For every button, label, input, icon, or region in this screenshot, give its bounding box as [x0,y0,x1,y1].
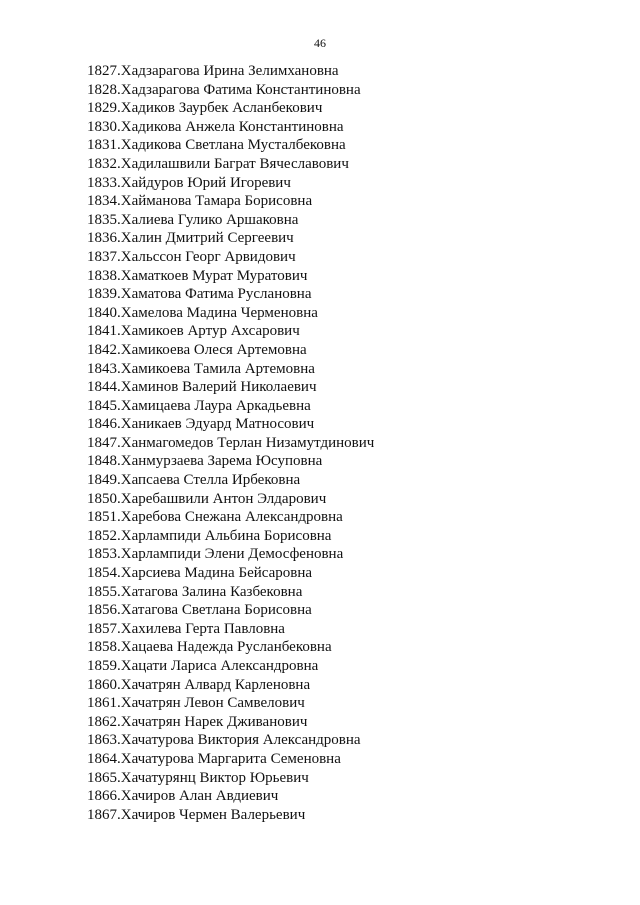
list-item [87,787,374,806]
entry-number: 1843 . [87,360,121,379]
entry-name: Халин Дмитрий Сергеевич [120,230,294,247]
list-item [87,267,374,286]
entry-name: Хамикоева Тамила Артемовна [120,360,315,377]
entry-number: 1864 . [87,750,121,769]
entry-name: Харлампиди Элени Демосфеновна [120,546,344,563]
entry-number: 1842 . [87,341,121,360]
entry-number: 1833 . [87,174,121,193]
entry-name: Хачатурова Маргарита Семеновна [120,750,341,767]
entry-name: Хадилашвили Баграт Вячеславович [120,155,349,172]
entry-number: 1850 . [87,490,121,509]
entry-name: Хацати Лариса Александровна [120,658,319,674]
entry-number: 1827 . [87,62,121,81]
entry-name: Харебова Снежана Александровна [120,509,343,526]
list-item [87,211,374,230]
list-item [87,508,374,527]
list-item [87,81,374,100]
list-item [87,378,374,397]
entry-number: 1855 . [87,583,121,602]
entry-number: 1832 . [87,155,121,174]
list-item [87,806,374,825]
entry-name: Хачиров Алан Авдиевич [120,788,279,805]
list-item [87,118,374,137]
entry-name: Хамикоев Артур Ахсарович [120,323,300,340]
list-item [87,322,374,341]
list-item [87,360,374,379]
entry-name: Ханикаев Эдуард Матносович [120,416,315,433]
list-item [87,434,374,453]
entry-number: 1862 . [87,713,121,732]
entry-name: Хаматкоев Мурат Муратович [120,267,308,284]
entry-name: Хамицаева Лаура Аркадьевна [120,397,311,414]
entry-name: Ханмагомедов Терлан Низамутдинович [120,434,375,451]
entry-name: Хатагова Залина Казбековна [120,583,303,600]
entry-number: 1861 . [87,694,121,713]
entry-name: Хамикоева Олеся Артемовна [120,341,307,358]
list-item [87,192,374,211]
entry-name: Хаминов Валерий Николаевич [120,379,317,396]
list-item [87,657,374,676]
entry-name: Хахилева Герта Павловна [120,620,285,637]
entry-name: Хаматова Фатима Руслановна [120,286,312,303]
entry-number: 1857 . [87,620,121,639]
entry-number: 1866 . [87,787,121,806]
entry-number: 1845 . [87,397,121,416]
entry-number: 1844 . [87,378,121,397]
entry-name: Хачатурова Виктория Александровна [120,732,361,749]
entry-name: Хачатрян Левон Самвелович [120,695,305,712]
entry-number: 1828 . [87,81,121,100]
entry-number: 1859 . [87,657,121,676]
list-item [87,341,374,360]
list-item [87,285,374,304]
entry-number: 1839 . [87,285,121,304]
entry-number: 1865 . [87,769,121,788]
page-number: 46 [314,36,326,50]
entry-name: Халиева Гулико Аршаковна [120,211,299,228]
entry-number: 1847 . [87,434,121,453]
list-item [87,248,374,267]
entry-name: Хачатурянц Виктор Юрьевич [120,769,309,786]
entry-number: 1856 . [87,601,121,620]
entry-number: 1860 . [87,676,121,695]
entry-name: Харлампиди Альбина Борисовна [120,527,332,544]
entry-number: 1835 . [87,211,121,230]
entry-name: Хадзарагова Фатима Константиновна [120,81,361,98]
list-item [87,490,374,509]
entry-number: 1831 . [87,136,121,155]
entry-name: Хатагова Светлана Борисовна [120,602,312,619]
list-item [87,136,374,155]
entry-name: Хамелова Мадина Черменовна [120,304,318,321]
entry-number: 1853 . [87,545,121,564]
entry-name: Хайдуров Юрий Игоревич [120,174,291,191]
list-item [87,676,374,695]
entry-number: 1849 . [87,471,121,490]
list-item [87,583,374,602]
entry-number: 1852 . [87,527,121,546]
entry-number: 1858 . [87,638,121,657]
list-item [87,397,374,416]
list-item [87,545,374,564]
entry-number: 1848 . [87,452,121,471]
list-item [87,229,374,248]
list-item [87,452,374,471]
list-item [87,471,374,490]
entry-name: Хайманова Тамара Борисовна [120,193,313,210]
list-item [87,304,374,323]
list-item [87,174,374,193]
entry-number: 1863 . [87,731,121,750]
list-item [87,620,374,639]
list-item [87,601,374,620]
entry-name: Харебашвили Антон Элдарович [120,490,327,507]
entry-number: 1830 . [87,118,121,137]
entry-name: Хачиров Чермен Валерьевич [120,806,306,823]
entry-name: Хачатрян Нарек Дживанович [120,713,308,730]
list-item [87,62,374,81]
entry-number: 1829 . [87,99,121,118]
entry-name: Харсиева Мадина Бейсаровна [120,565,313,582]
entry-name: Хацаева Надежда Русланбековна [120,639,332,656]
entry-name: Хачатрян Алвард Карленовна [120,676,311,693]
list-item [87,731,374,750]
list-item [87,638,374,657]
entry-number: 1838 . [87,267,121,286]
entry-name: Ханмурзаева Зарема Юсуповна [120,453,323,470]
entry-name: Хадиков Заурбек Асланбекович [120,100,323,117]
list-item [87,769,374,788]
entry-name: Хадикова Светлана Мусталбековна [120,137,346,154]
entry-number: 1834 . [87,192,121,211]
entry-number: 1841 . [87,322,121,341]
entry-name: Хапсаева Стелла Ирбековна [120,472,301,489]
entry-number: 1840 . [87,304,121,323]
entry-number: 1851 . [87,508,121,527]
list-item [87,564,374,583]
entry-number: 1867 . [87,806,121,825]
entry-number: 1854 . [87,564,121,583]
list-item [87,694,374,713]
name-list [87,62,374,824]
list-item [87,713,374,732]
list-item [87,527,374,546]
list-item [87,415,374,434]
list-item [87,99,374,118]
entry-name: Хадзарагова Ирина Зелимхановна [120,63,339,79]
entry-number: 1846 . [87,415,121,434]
entry-number: 1837 . [87,248,121,267]
entry-number: 1836 . [87,229,121,248]
entry-name: Хадикова Анжела Константиновна [120,118,344,135]
entry-name: Хальссон Георг Арвидович [120,248,296,265]
list-item [87,750,374,769]
list-item [87,155,374,174]
